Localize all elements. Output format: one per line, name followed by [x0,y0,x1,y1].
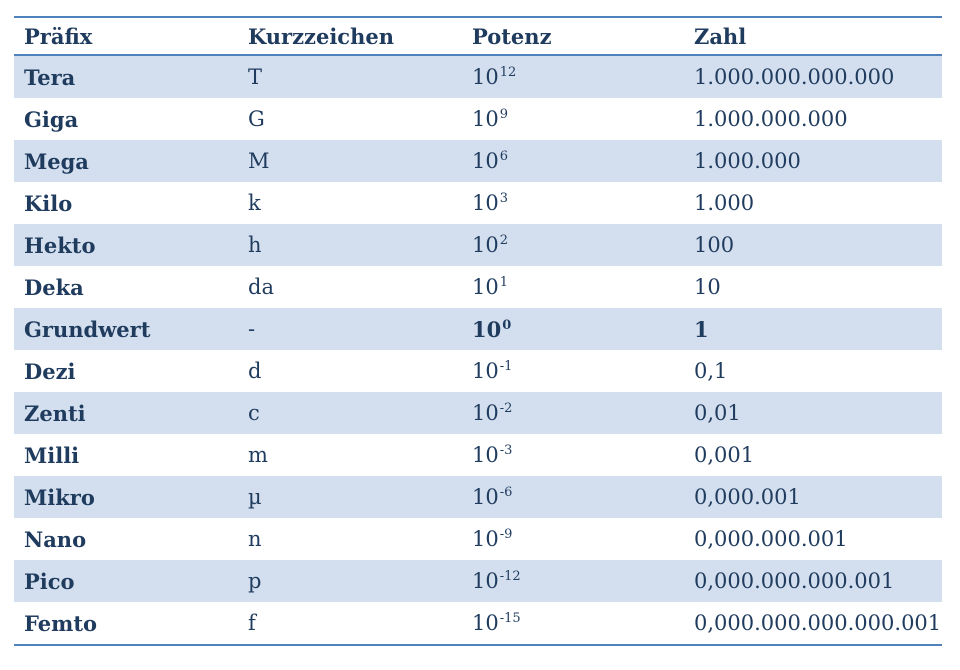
power-exponent: -1 [499,359,513,374]
power-cell [462,560,684,602]
table-row [14,266,942,308]
prefix-cell: Kilo [14,182,238,224]
prefix-cell: Hekto [14,224,238,266]
table-row [14,224,942,266]
power-exponent: -9 [499,527,513,542]
symbol-cell: m [238,434,462,476]
prefix-cell: Mega [14,140,238,182]
number-cell: 1.000 [684,182,942,224]
table-row [14,350,942,392]
power-cell [462,266,684,308]
prefix-cell: Nano [14,518,238,560]
power-exponent: 9 [499,107,509,122]
power-base: 10 [472,443,499,467]
table-row [14,518,942,560]
power-exponent: 6 [499,149,509,164]
number-cell: 10 [684,266,942,308]
power-base: 10 [472,359,499,383]
symbol-cell: µ [238,476,462,518]
power-cell [462,56,684,98]
power-cell [462,476,684,518]
prefix-cell: Femto [14,602,238,644]
prefix-cell: Giga [14,98,238,140]
si-prefix-table-container [14,16,942,646]
header-prefix: Präfix [14,18,238,54]
power-base: 10 [472,149,499,173]
power-base: 10 [472,316,502,342]
power-base: 10 [472,107,499,131]
symbol-cell: p [238,560,462,602]
power-exponent: 3 [499,191,509,206]
power-cell [462,392,684,434]
symbol-cell: d [238,350,462,392]
table-row [14,56,942,98]
number-cell: 0,1 [684,350,942,392]
table-row [14,602,942,644]
power-base: 10 [472,65,499,89]
symbol-cell: - [238,308,462,350]
number-cell: 1.000.000 [684,140,942,182]
table-header-row [14,18,942,54]
number-cell: 0,001 [684,434,942,476]
power-base: 10 [472,527,499,551]
power-cell [462,182,684,224]
table-row [14,182,942,224]
symbol-cell: c [238,392,462,434]
power-cell [462,140,684,182]
symbol-cell: h [238,224,462,266]
symbol-cell: da [238,266,462,308]
header-symbol: Kurzzeichen [238,18,462,54]
prefix-cell: Deka [14,266,238,308]
prefix-cell: Tera [14,56,238,98]
power-cell [462,602,684,644]
prefix-cell: Mikro [14,476,238,518]
power-cell [462,224,684,266]
symbol-cell: k [238,182,462,224]
number-cell: 0,01 [684,392,942,434]
table-row [14,434,942,476]
number-cell: 1.000.000.000.000 [684,56,942,98]
power-cell [462,434,684,476]
number-cell: 1.000.000.000 [684,98,942,140]
number-cell: 0,000.000.000.001 [684,560,942,602]
power-cell [462,98,684,140]
power-exponent: -12 [499,569,521,584]
power-cell [462,518,684,560]
power-base: 10 [472,401,499,425]
power-base: 10 [472,611,499,635]
symbol-cell: M [238,140,462,182]
symbol-cell: T [238,56,462,98]
table-row [14,98,942,140]
header-power: Potenz [462,18,684,54]
power-cell [462,350,684,392]
symbol-cell: f [238,602,462,644]
number-cell: 0,000.001 [684,476,942,518]
prefix-cell: Zenti [14,392,238,434]
power-base: 10 [472,569,499,593]
table-row [14,476,942,518]
power-exponent: -2 [499,401,513,416]
power-exponent: -3 [499,443,513,458]
prefix-cell: Dezi [14,350,238,392]
symbol-cell: n [238,518,462,560]
header-number: Zahl [684,18,942,54]
power-base: 10 [472,275,499,299]
table-row [14,140,942,182]
table-row [14,392,942,434]
power-base: 10 [472,485,499,509]
power-base: 10 [472,191,499,215]
table-row-base-value [14,308,942,350]
power-exponent: -6 [499,485,513,500]
power-cell [462,308,684,350]
power-exponent: 0 [502,317,512,333]
si-prefix-table [14,18,942,54]
prefix-cell: Milli [14,434,238,476]
number-cell: 0,000.000.001 [684,518,942,560]
number-cell: 0,000.000.000.000.001 [684,602,942,644]
table-bottom-rule [14,644,942,646]
power-base: 10 [472,233,499,257]
table-row [14,560,942,602]
number-cell: 1 [684,308,942,350]
number-cell: 100 [684,224,942,266]
power-exponent: 12 [499,65,517,80]
power-exponent: 1 [499,275,509,290]
prefix-cell: Pico [14,560,238,602]
symbol-cell: G [238,98,462,140]
prefix-cell: Grundwert [14,308,238,350]
power-exponent: 2 [499,233,509,248]
power-exponent: -15 [499,611,521,626]
si-prefix-table-body [14,56,942,644]
